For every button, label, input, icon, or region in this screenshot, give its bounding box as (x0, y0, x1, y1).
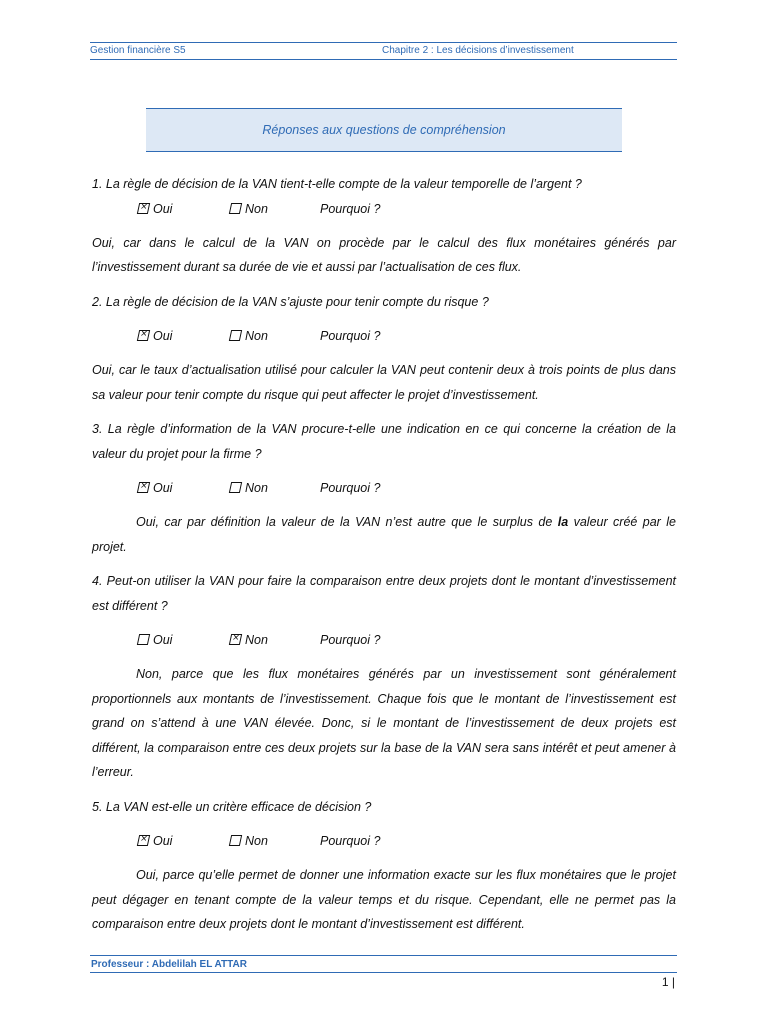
pourquoi-1: Pourquoi ? (320, 201, 381, 216)
option-oui-4: Oui (138, 628, 172, 653)
checked-box-icon (137, 203, 150, 214)
question-4: 4. Peut-on utiliser la VAN pour faire la comparaison entre deux projets dont le montant d’investissement est différent ? (92, 574, 676, 613)
option-non-3: Non (230, 476, 268, 501)
document-body (92, 172, 676, 937)
option-oui-5: ×Oui (138, 829, 172, 854)
answer-options-3 (92, 476, 676, 500)
checked-box-icon (137, 482, 150, 493)
pourquoi-4: Pourquoi ? (320, 633, 381, 647)
answer-options-4 (92, 628, 676, 652)
empty-box-icon (229, 203, 242, 214)
page-number: 1 | (661, 975, 675, 989)
response-5: Oui, parce qu’elle permet de donner une information exacte sur les flux monétaires que le projet peut dégager en tenant compte de la valeur temps et du risque. Cependant, elle ne permet pas la comparaison entre deux projets dont le montant d’investissement est différent. (92, 868, 676, 931)
answer-options-2 (92, 324, 676, 348)
footer-professor: Professeur : Abdelilah EL ATTAR (91, 959, 247, 970)
pourquoi-5: Pourquoi ? (320, 834, 381, 848)
section-title-box (146, 108, 622, 152)
response-3: Oui, car par définition la valeur de la VAN n’est autre que le surplus de la valeur créé par le projet. (92, 515, 676, 554)
empty-box-icon (229, 482, 242, 493)
checked-box-icon (137, 835, 150, 846)
response-2: Oui, car le taux d’actualisation utilisé pour calculer la VAN peut contenir deux à trois points de plus dans sa valeur pour tenir compte du risque qui peut affecter le projet d’investissement. (92, 363, 676, 402)
empty-box-icon (229, 835, 242, 846)
option-non-4: × Non (230, 628, 268, 653)
checked-box-icon (229, 634, 242, 645)
option-non-2: Non (230, 324, 268, 349)
question-2: 2. La règle de décision de la VAN s’ajuste pour tenir compte du risque ? (92, 294, 489, 309)
footer-top-rule (90, 955, 677, 956)
pourquoi-2: Pourquoi ? (320, 329, 381, 343)
page-header (90, 44, 677, 60)
header-course: Gestion financière S5 (90, 45, 186, 56)
option-non-1: Non (230, 197, 268, 222)
response-1: Oui, car dans le calcul de la VAN on procède par le calcul des flux monétaires générés par l’investissement durant sa durée de vie et aussi par l’actualisation de ces flux. (92, 235, 676, 274)
question-5: 5. La VAN est-elle un critère efficace de décision ? (92, 799, 372, 814)
section-title: Réponses aux questions de compréhension (262, 123, 506, 137)
option-oui-1: ×Oui (138, 197, 172, 222)
header-top-rule (90, 42, 677, 43)
option-oui-3: ×Oui (138, 476, 172, 501)
option-non-5: Non (230, 829, 268, 854)
answer-options-5 (92, 829, 676, 853)
option-oui-2: ×Oui (138, 324, 172, 349)
footer-bottom-rule (90, 972, 677, 973)
answer-options-1 (92, 197, 676, 221)
empty-box-icon (229, 330, 242, 341)
question-3: 3. La règle d’information de la VAN procure-t-elle une indication en ce qui concerne la création de la valeur du projet pour la firme ? (92, 422, 676, 461)
question-1: 1. La règle de décision de la VAN tient-t-elle compte de la valeur temporelle de l’argent ? (92, 177, 582, 191)
header-chapter: Chapitre 2 : Les décisions d’investissement (382, 45, 574, 56)
response-4: Non, parce que les flux monétaires générés par un investissement sont généralement proportionnels aux montants de l’investissement. Chaque fois que le montant de l’investissement est grand on s’attend à une VAN élevée. Donc, si le montant de l’investissement de deux projets est différent, la comparaison entre ces deux projets sur la base de la VAN sera sans intérêt et peut amener à l’erreur. (92, 667, 676, 779)
checked-box-icon (137, 330, 150, 341)
header-bottom-rule (90, 59, 677, 60)
pourquoi-3: Pourquoi ? (320, 481, 381, 495)
empty-box-icon (137, 634, 150, 645)
